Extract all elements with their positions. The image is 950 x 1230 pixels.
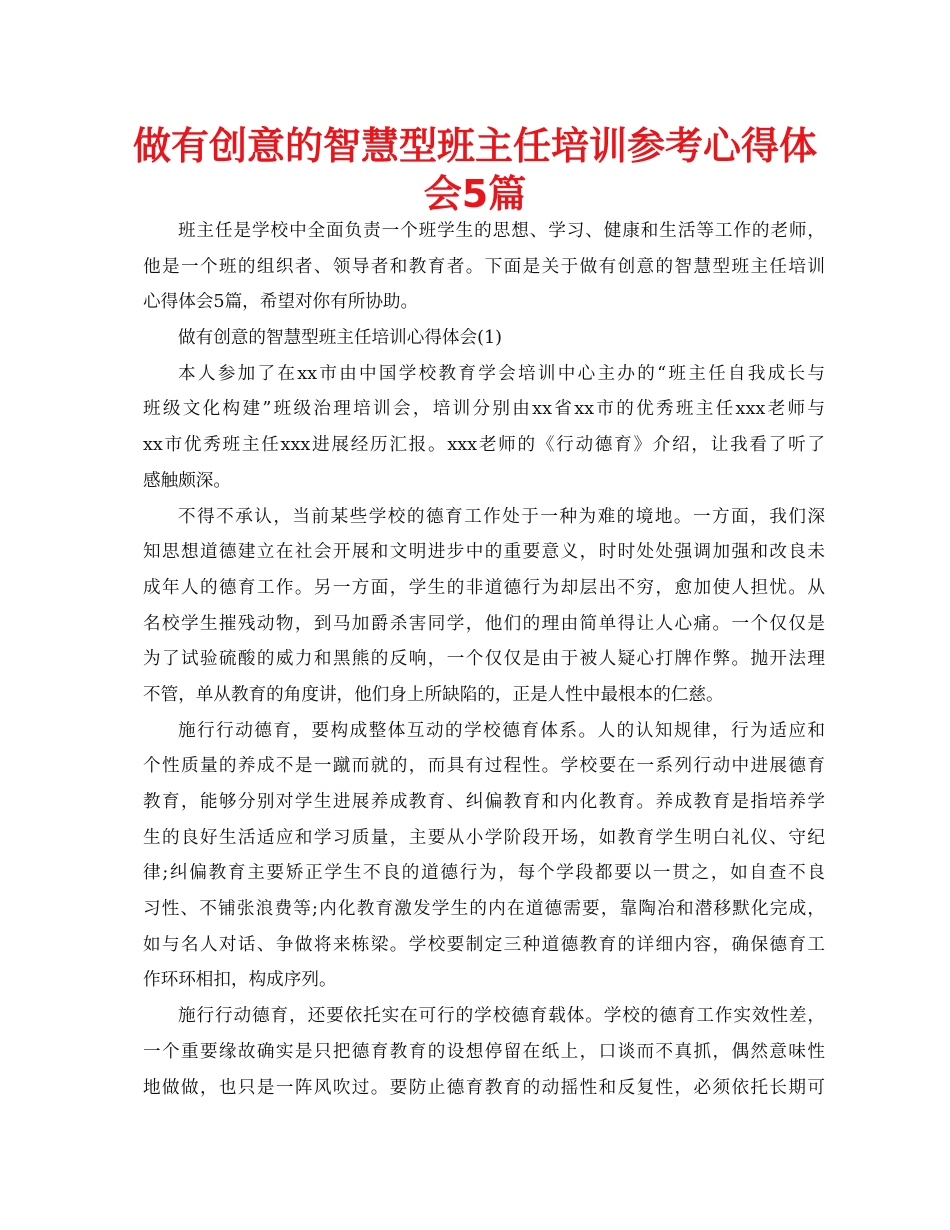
body-text-line: 班主任是学校中全面负责一个班学生的思想、学习、健康和生活等工作的老师， bbox=[178, 221, 825, 241]
body-text-line: 做有创意的智慧型班主任培训心得体会(1) bbox=[178, 328, 503, 349]
body-text-line: 不管，单从教育的角度讲，他们身上所缺陷的，正是人性中最根本的仁慈。 bbox=[143, 684, 724, 705]
body-text-line: 作环环相扣，构成序列。 bbox=[143, 970, 337, 991]
body-text-line: 不得不承认，当前某些学校的德育工作处于一种为难的境地。一方面，我们深 bbox=[178, 506, 825, 527]
body-text-line: 知思想道德建立在社会开展和文明进步中的重要意义，时时处处强调加强和改良未 bbox=[143, 542, 825, 563]
body-text-line: 为了试验硫酸的威力和黑熊的反响，一个仅仅是由于被人疑心打牌作弊。抛开法理 bbox=[143, 649, 825, 670]
body-text-line: 施行行动德育，还要依托实在可行的学校德育载体。学校的德育工作实效性差， bbox=[178, 1006, 825, 1027]
body-text-line: 施行行动德育，要构成整体互动的学校德育体系。人的认知规律，行为适应和 bbox=[178, 720, 825, 741]
document-body bbox=[143, 214, 825, 1106]
body-text-line: 心得体会5篇，希望对你有所协助。 bbox=[143, 292, 419, 313]
body-text-line: 如与名人对话、争做将来栋梁。学校要制定三种道德教育的详细内容，确保德育工 bbox=[143, 934, 825, 955]
document-title-line-1: 做有创意的智慧型班主任培训参考心得体 bbox=[132, 124, 817, 168]
body-text-line: 习性、不铺张浪费等;内化教育激发学生的内在道德需要，靠陶冶和潜移默化完成， bbox=[143, 899, 825, 920]
body-text-line: 律;纠偏教育主要矫正学生不良的道德行为，每个学段都要以一贯之，如自查不良 bbox=[143, 863, 825, 884]
body-text-line: 一个重要缘故确实是只把德育教育的设想停留在纸上，口谈而不真抓，偶然意味性 bbox=[143, 1041, 825, 1062]
body-text-line: 感触颇深。 bbox=[143, 470, 231, 491]
body-text-line: xx市优秀班主任xxx进展经历汇报。xxx老师的《行动德育》介绍，让我看了听了 bbox=[143, 435, 825, 456]
body-text-line: 他是一个班的组织者、领导者和教育者。下面是关于做有创意的智慧型班主任培训 bbox=[143, 256, 825, 277]
body-text-line: 教育，能够分别对学生进展养成教育、纠偏教育和内化教育。养成教育是指培养学 bbox=[143, 792, 825, 812]
body-text-line: 个性质量的养成不是一蹴而就的，而具有过程性。学校要在一系列行动中进展德育 bbox=[143, 756, 825, 777]
body-text-line: 成年人的德育工作。另一方面，学生的非道德行为却层出不穷，愈加使人担忧。从 bbox=[143, 577, 825, 598]
body-text-line: 名校学生摧残动物，到马加爵杀害同学，他们的理由简单得让人心痛。一个仅仅是 bbox=[143, 613, 825, 634]
body-text-line: 班级文化构建”班级治理培训会，培训分别由xx省xx市的优秀班主任xxx老师与 bbox=[143, 399, 825, 420]
document-title-line-2: 会5篇 bbox=[423, 172, 527, 216]
body-text-line: 本人参加了在xx市由中国学校教育学会培训中心主办的“班主任自我成长与 bbox=[178, 363, 825, 384]
body-text-line: 地做做，也只是一阵风吹过。要防止德育教育的动摇性和反复性，必须依托长期可 bbox=[143, 1077, 825, 1098]
body-text-line: 生的良好生活适应和学习质量，主要从小学阶段开场，如教育学生明白礼仪、守纪 bbox=[143, 827, 825, 848]
